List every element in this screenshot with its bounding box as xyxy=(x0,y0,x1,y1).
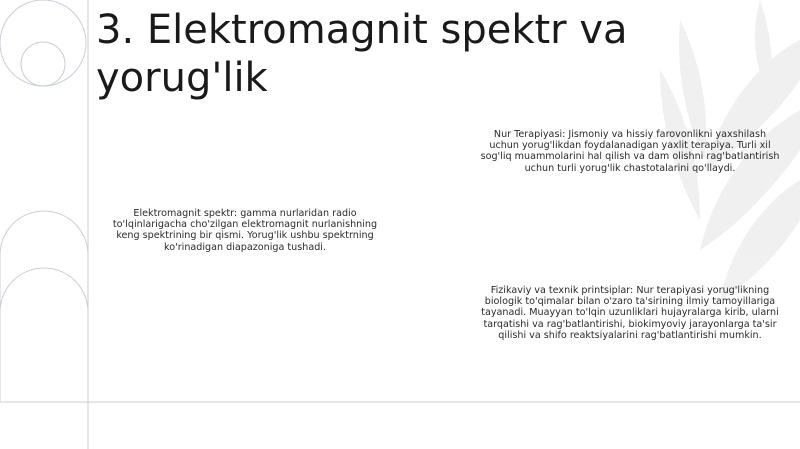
slide-title: 3. Elektromagnit spektr va yorug'lik xyxy=(96,7,628,101)
light-therapy-description: Nur Terapiyasi: Jismoniy va hissiy farovonlikni yaxshilash uchun yorug'likdan foydalanadigan yaxlit terapiya. Turli xil sog'liq muammolarini hal qilish va dam olishni rag'batlantirish uchun turli yorug'lik chastotalarini qo'llaydi. xyxy=(480,129,780,174)
spectrum-description: Elektromagnit spektr: gamma nurlaridan radio to'lqinlarigacha cho'zilgan elektromagnit nurlanishning keng spektrining bir qismi. Yorug'lik ushbu spektrning ko'rinadigan diapazoniga tushadi. xyxy=(112,208,378,253)
principles-description: Fizikaviy va texnik printsiplar: Nur terapiyasi yorug'likning biologik to'qimalar bilan o'zaro ta'sirining ilmiy tamoyillariga tayanadi. Muayyan to'lqin uzunliklari hujayralarga kirib, ularni tarqatishi va rag'batlantirishi, biokimyoviy jarayonlarga ta'sir qilishi va shifo reaktsiyalarini rag'batlantirishi mumkin. xyxy=(481,285,779,341)
